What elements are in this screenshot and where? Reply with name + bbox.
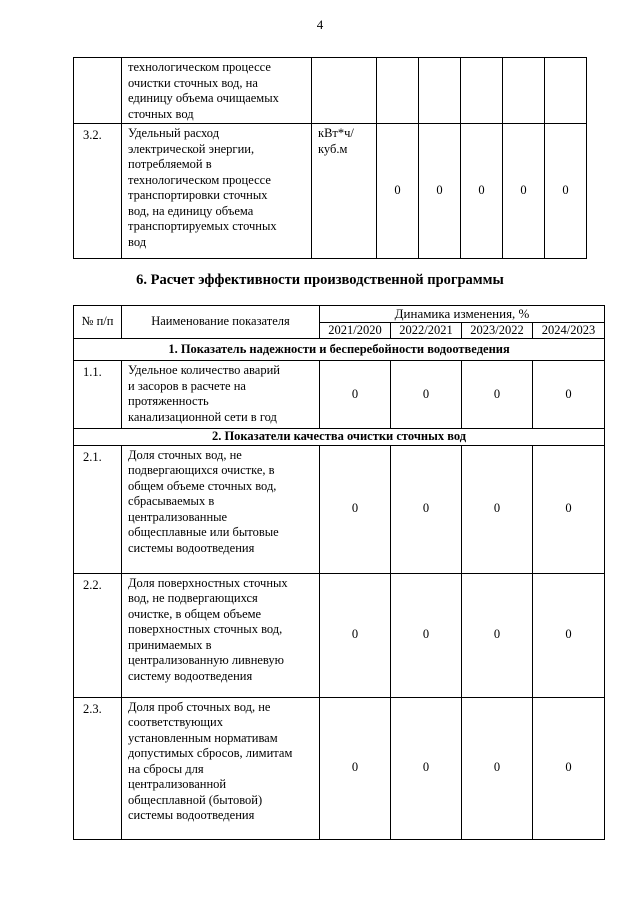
row-number: 2.1. (74, 445, 122, 573)
name-line: вод, на единицу объема (128, 203, 254, 218)
efficiency-table (73, 305, 605, 840)
name-line: установленным нормативам (128, 730, 278, 745)
section-row (74, 339, 605, 361)
name-line: сбрасываемых в (128, 494, 215, 508)
name-line: электрической энергии, (128, 141, 255, 156)
name-line: общем объеме сточных вод, (128, 478, 277, 493)
value-cell: 0 (462, 697, 533, 839)
section-title: 6. Расчет эффективности производственной программы (136, 272, 504, 288)
value-cell: 0 (419, 124, 461, 259)
unit-line: куб.м (318, 141, 348, 156)
value-cell (545, 58, 587, 124)
name-line: канализационной сети в год (128, 409, 277, 424)
page-number: 4 (316, 17, 324, 32)
value-cell: 0 (320, 697, 391, 839)
name-line: технологическом процессе (128, 60, 271, 74)
row-number: 2.2. (74, 573, 122, 697)
row-number (74, 58, 122, 124)
name-line: технологическом процессе (128, 172, 271, 187)
name-line: потребляемой в (128, 157, 212, 171)
name-line: централизованную ливневую (128, 653, 284, 667)
name-line: принимаемых в (128, 637, 212, 652)
name-line: поверхностных сточных вод, (128, 622, 283, 636)
col-header-num: № п/п (74, 306, 122, 339)
value-cell: 0 (462, 573, 533, 697)
name-line: Удельное количество аварий (128, 363, 280, 377)
name-line: систему водоотведения (128, 668, 253, 683)
name-line: Удельный расход (128, 126, 220, 140)
value-cell: 0 (545, 124, 587, 259)
indicator-name (122, 445, 320, 573)
year-header: 2024/2023 (533, 322, 605, 339)
name-line: протяженность (128, 394, 209, 408)
name-line: системы водоотведения (128, 808, 255, 822)
year-header: 2021/2020 (320, 322, 391, 339)
name-line: допустимых сбросов, лимитам (128, 746, 293, 760)
indicator-name (122, 697, 320, 839)
table-row (74, 697, 605, 839)
indicator-name (122, 361, 320, 429)
value-cell: 0 (391, 573, 462, 697)
value-cell: 0 (320, 361, 391, 429)
value-cell: 0 (503, 124, 545, 259)
value-cell: 0 (533, 697, 605, 839)
name-line: Доля проб сточных вод, не (128, 699, 271, 714)
name-line: вод, не подвергающихся (128, 591, 258, 605)
value-cell: 0 (391, 445, 462, 573)
name-line: системы водоотведения (128, 540, 255, 555)
section-row (74, 429, 605, 446)
indicator-name (122, 124, 312, 259)
value-cell (503, 58, 545, 124)
value-cell: 0 (320, 445, 391, 573)
table-row (74, 58, 587, 124)
prev-table (73, 57, 587, 259)
row-number: 2.3. (74, 697, 122, 839)
value-cell: 0 (533, 361, 605, 429)
value-cell: 0 (533, 573, 605, 697)
name-line: и засоров в расчете на (128, 378, 246, 393)
section-heading: 2. Показатели качества очистки сточных вод (74, 429, 605, 446)
name-line: общесплавные или бытовые (128, 525, 279, 539)
value-cell (377, 58, 419, 124)
value-cell: 0 (377, 124, 419, 259)
unit-line: кВт*ч/ (318, 126, 354, 140)
value-cell: 0 (462, 361, 533, 429)
header-row (74, 306, 605, 323)
table-row (74, 573, 605, 697)
unit-cell (312, 124, 377, 259)
row-number: 1.1. (74, 361, 122, 429)
value-cell: 0 (461, 124, 503, 259)
name-line: подвергающихся очистке, в (128, 463, 275, 477)
value-cell (461, 58, 503, 124)
table-row (74, 124, 587, 259)
indicator-name (122, 58, 312, 124)
name-line: соответствующих (128, 715, 223, 729)
table-row (74, 445, 605, 573)
value-cell: 0 (391, 361, 462, 429)
name-line: транспортируемых сточных (128, 219, 277, 233)
col-header-dynamics: Динамика изменения, % (320, 306, 605, 323)
row-number: 3.2. (74, 124, 122, 259)
value-cell: 0 (462, 445, 533, 573)
col-header-name: Наименование показателя (122, 306, 320, 339)
name-line: очистки сточных вод, на (128, 75, 258, 90)
table-row (74, 361, 605, 429)
value-cell (419, 58, 461, 124)
unit-cell (312, 58, 377, 124)
name-line: Доля поверхностных сточных (128, 575, 288, 590)
value-cell: 0 (320, 573, 391, 697)
section-heading: 1. Показатель надежности и бесперебойности водоотведения (74, 339, 605, 361)
name-line: централизованные (128, 509, 228, 524)
name-line: Доля сточных вод, не (128, 447, 242, 462)
name-line: очистке, в общем объеме (128, 606, 262, 621)
value-cell: 0 (391, 697, 462, 839)
value-cell: 0 (533, 445, 605, 573)
name-line: единицу объема очищаемых (128, 91, 279, 105)
year-header: 2022/2021 (391, 322, 462, 339)
year-header: 2023/2022 (462, 322, 533, 339)
name-line: вод (128, 234, 147, 249)
name-line: сточных вод (128, 106, 194, 121)
indicator-name (122, 573, 320, 697)
name-line: транспортировки сточных (128, 188, 268, 202)
name-line: централизованной (128, 777, 227, 791)
name-line: на сбросы для (128, 761, 204, 776)
name-line: общесплавной (бытовой) (128, 792, 263, 807)
